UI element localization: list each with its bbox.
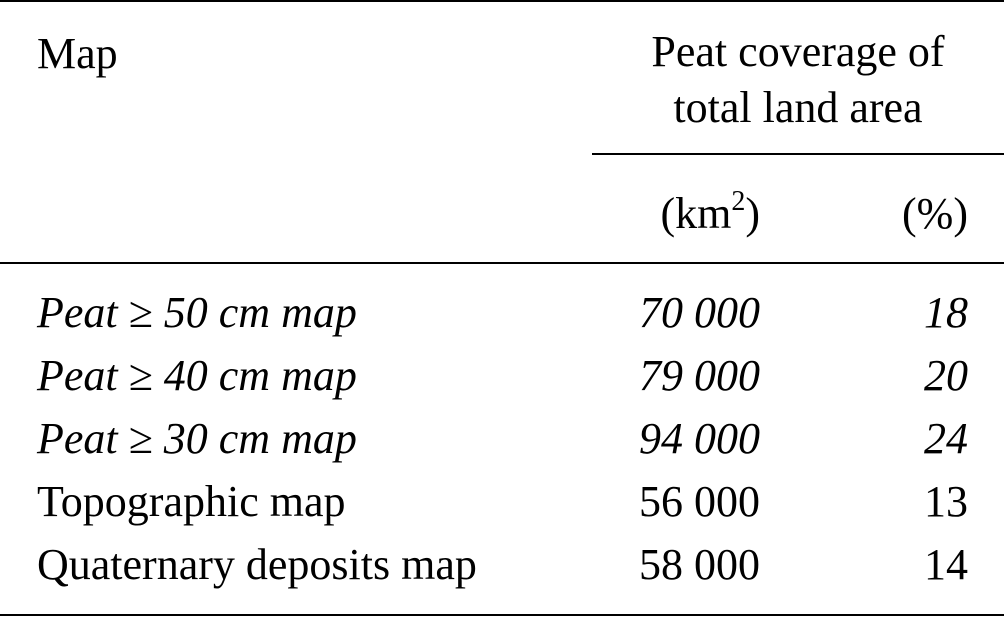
- unit-km-superscript: 2: [731, 186, 746, 217]
- row-area-km2: 94 000: [639, 414, 760, 463]
- row-area-percent: 24: [924, 414, 968, 463]
- header-group-rule: [592, 153, 1004, 155]
- row-area-percent: 13: [924, 477, 968, 526]
- header-unit-km2: [660, 186, 760, 238]
- row-area-km2: 56 000: [639, 477, 760, 526]
- unit-km-base: (km: [660, 189, 732, 238]
- header-map: Map: [37, 29, 118, 78]
- row-map-name: Peat ≥ 50 cm map: [37, 288, 357, 337]
- unit-km-close: ): [745, 189, 760, 238]
- row-area-percent: 20: [924, 351, 968, 400]
- row-map-name: Topographic map: [37, 477, 346, 526]
- row-map-name: Peat ≥ 40 cm map: [37, 351, 357, 400]
- row-area-percent: 14: [924, 540, 968, 589]
- header-peat-coverage-line2: total land area: [673, 82, 923, 132]
- row-area-km2: 79 000: [639, 351, 760, 400]
- row-map-name: Quaternary deposits map: [37, 540, 477, 589]
- header-peat-coverage: [592, 24, 1004, 136]
- header-peat-coverage-line1: Peat coverage of: [651, 27, 945, 76]
- table-bottom-rule: [0, 614, 1004, 616]
- header-unit-percent: (%): [902, 189, 968, 238]
- row-area-km2: 70 000: [639, 288, 760, 337]
- table-top-rule: [0, 0, 1004, 2]
- row-map-name: Peat ≥ 30 cm map: [37, 414, 357, 463]
- row-area-percent: 18: [924, 288, 968, 337]
- table-header-rule: [0, 262, 1004, 264]
- row-area-km2: 58 000: [639, 540, 760, 589]
